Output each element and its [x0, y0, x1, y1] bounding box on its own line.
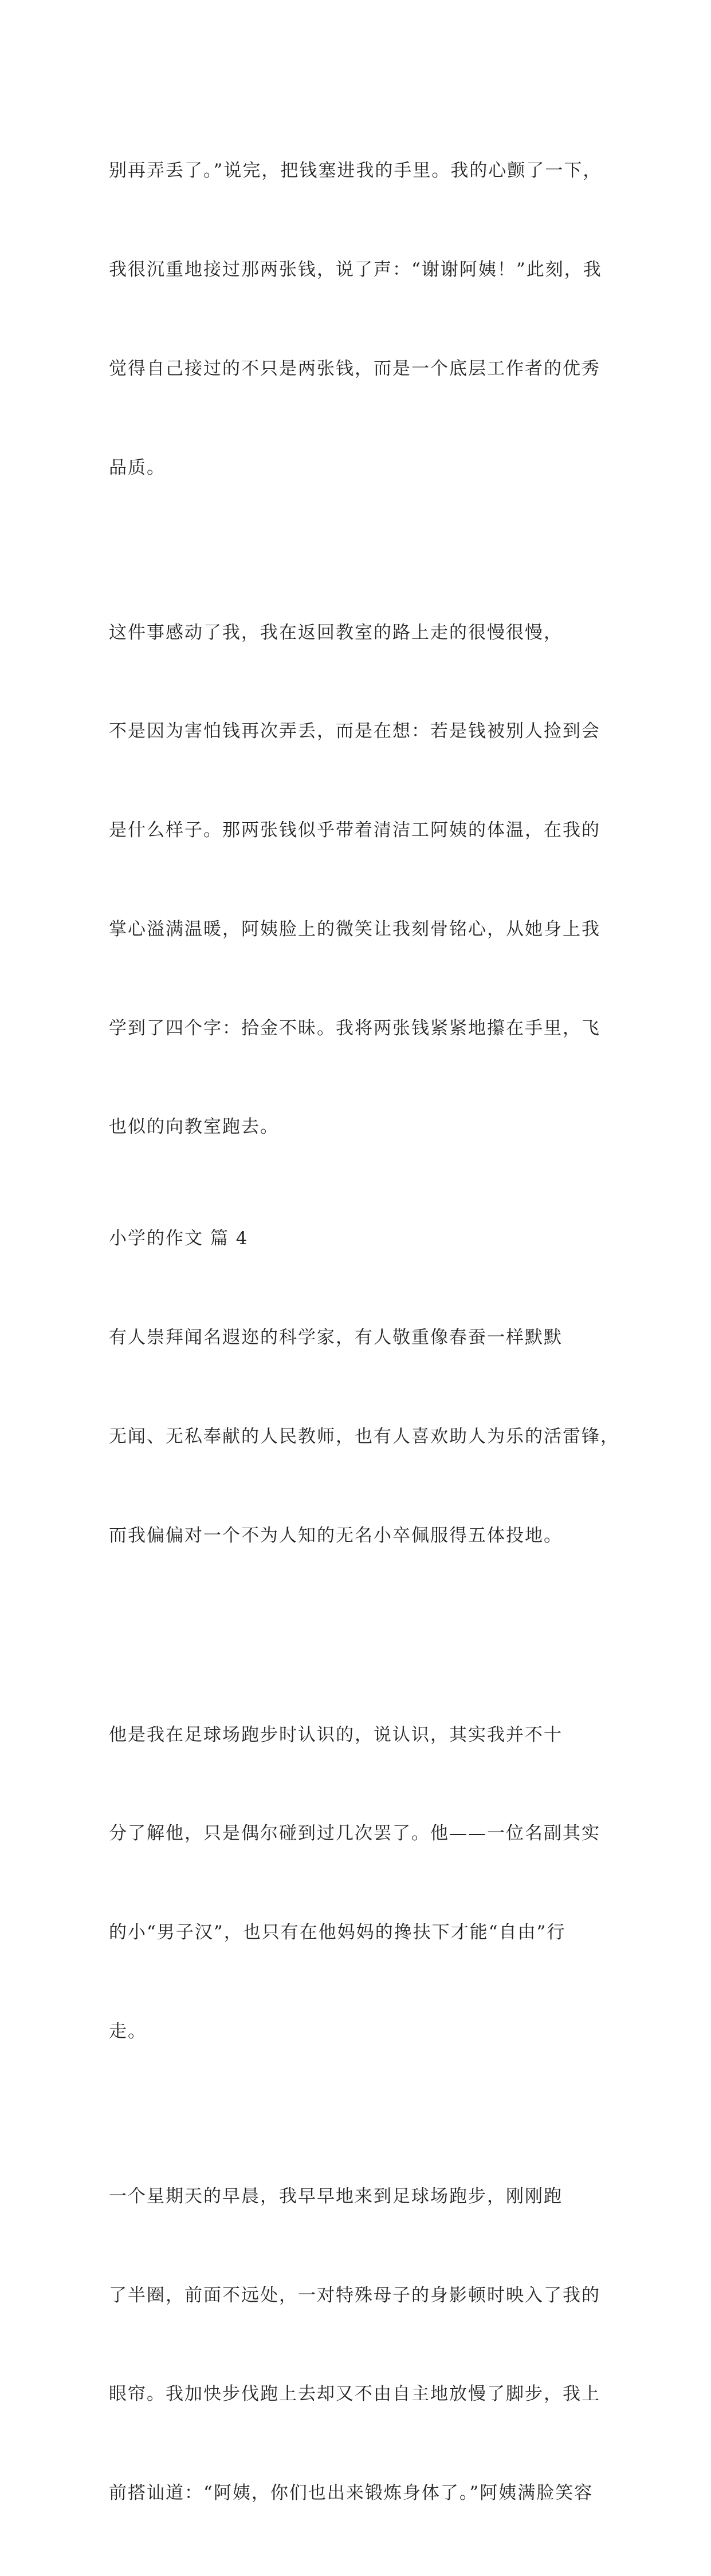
text-line: 是什么样子。那两张钱似乎带着清洁工阿姨的体温，在我的 [109, 820, 600, 841]
text-line: 有人崇拜闻名遐迩的科学家，有人敬重像春蚕一样默默 [109, 1327, 563, 1348]
text-line: 分了解他，只是偶尔碰到过几次罢了。他——一位名副其实 [109, 1823, 600, 1844]
spacer [109, 1618, 607, 1652]
text-line: 学到了四个字：拾金不昧。我将两张钱紧紧地攥在手里，飞 [109, 1017, 600, 1039]
text-line: 走。 [109, 2021, 147, 2042]
text-line: 不是因为害怕钱再次弄丢，而是在想：若是钱被别人捡到会 [109, 721, 600, 742]
text-line: 无闻、无私奉献的人民教师，也有人喜欢助人为乐的活雷锋， [109, 1426, 619, 1447]
paragraph-3 [109, 1256, 619, 1619]
text-line: 掌心溢满温暖，阿姨脸上的微笑让我刻骨铭心，从她身上我 [109, 918, 600, 940]
text-line: 他是我在足球场跑步时认识的，说认识，其实我并不十 [109, 1724, 563, 1745]
paragraph-1 [109, 89, 607, 550]
text-line: 也似的向教室跑去。 [109, 1117, 279, 1138]
text-line: 觉得自己接过的不只是两张钱，而是一个底层工作者的优秀 [109, 358, 600, 379]
paragraph-5 [109, 2115, 607, 2576]
text-line: 我很沉重地接过那两张钱，说了声：“谢谢阿姨！”此刻，我 [109, 259, 602, 280]
paragraph-2 [109, 550, 607, 1210]
text-line: 眼帘。我加快步伐跑上去却又不由自主地放慢了脚步，我上 [109, 2384, 600, 2405]
text-line: 前搭讪道：“阿姨，你们也出来锻炼身体了。”阿姨满脸笑容 [109, 2483, 594, 2504]
text-line: 而我偏偏对一个不为人知的无名小卒佩服得五体投地。 [109, 1525, 563, 1546]
document-page [109, 89, 619, 2576]
text-line: 一个星期天的早晨，我早早地来到足球场跑步，刚刚跑 [109, 2186, 563, 2207]
text-line: 这件事感动了我，我在返回教室的路上走的很慢很慢， [109, 622, 563, 643]
spacer [109, 1210, 607, 1222]
paragraph-4 [109, 1652, 607, 2114]
section-heading: 小学的作文 篇 4 [109, 1228, 249, 1249]
text-line: 品质。 [109, 457, 166, 478]
text-line: 的小“男子汉”，也只有在他妈妈的搀扶下才能“自由”行 [109, 1922, 566, 1943]
text-line: 了半圈，前面不远处，一对特殊母子的身影顿时映入了我的 [109, 2285, 600, 2306]
text-line: 别再弄丢了。”说完，把钱塞进我的手里。我的心颤了一下， [109, 160, 602, 182]
